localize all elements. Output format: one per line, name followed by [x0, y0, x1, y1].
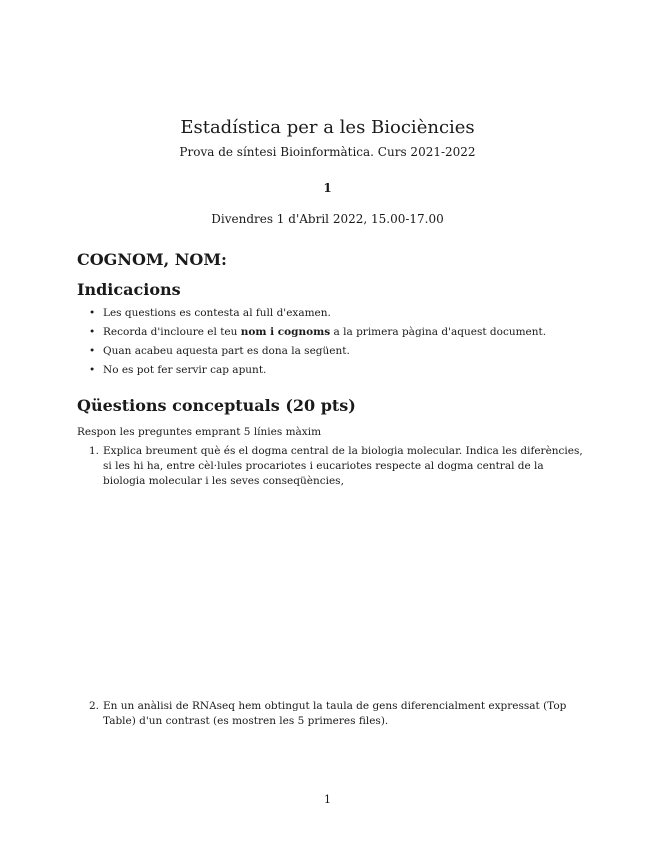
- exam-date: Divendres 1 d'Abril 2022, 15.00-17.00: [211, 212, 444, 226]
- list-item: • Recorda d'incloure el teu nom i cognoms a la primera pàgina d'aquest document.: [89, 326, 547, 338]
- instructions-heading: Indicacions: [77, 280, 181, 299]
- question-text: En un anàlisi de RNAseq hem obtingut la taula de gens diferencialment expressat (Top Table) d'un contrast (es mostren les 5 primeres files).: [103, 700, 567, 727]
- exam-number: 1: [323, 181, 332, 195]
- bullet-icon: •: [89, 345, 96, 357]
- question-text: Explica breument què és el dogma central de la biologia molecular. Indica les diferències, si les hi ha, entre cèl·lules procariotes i eucariotes respecte al dogma central de la biologia molecular i les seves conseqüències,: [103, 445, 583, 487]
- page-number: 1: [324, 793, 331, 806]
- bullet-icon: •: [89, 364, 96, 376]
- document-title: Estadística per a les Biociències: [180, 117, 475, 138]
- questions-lead: Respon les preguntes emprant 5 línies màxim: [77, 426, 322, 438]
- emphasis-text: nom i cognoms: [240, 326, 331, 338]
- bullet-icon: •: [89, 326, 96, 338]
- list-item: • No es pot fer servir cap apunt.: [89, 364, 267, 376]
- question-number: 2.: [89, 700, 100, 712]
- list-item: • Quan acabeu aquesta part es dona la següent.: [89, 345, 350, 357]
- document-subtitle: Prova de síntesi Bioinformàtica. Curs 2021-2022: [179, 145, 476, 159]
- question-number: 1.: [89, 445, 100, 457]
- bullet-icon: •: [89, 307, 96, 319]
- list-item: • Les questions es contesta al full d'examen.: [89, 307, 331, 319]
- questions-heading: Qüestions conceptuals (20 pts): [77, 396, 356, 415]
- name-heading: COGNOM, NOM:: [77, 250, 227, 269]
